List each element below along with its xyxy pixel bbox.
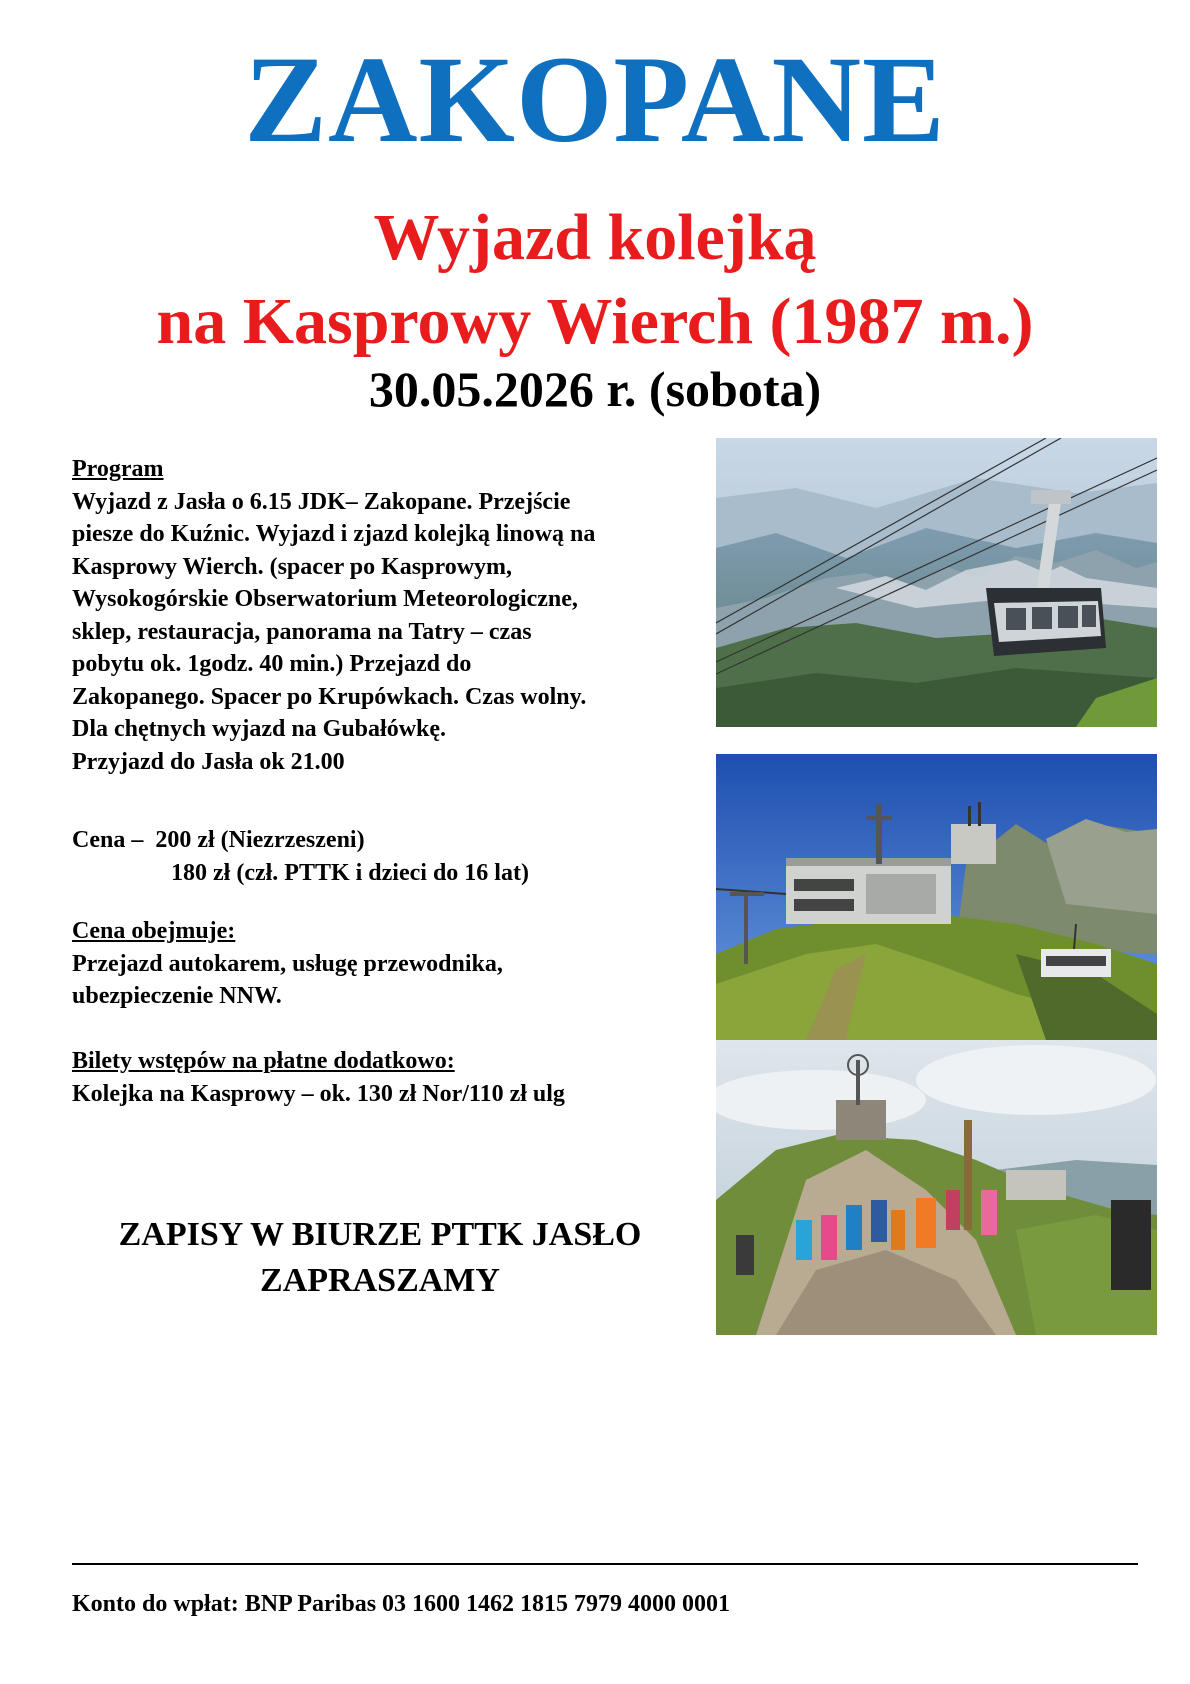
includes-heading: Cena obejmuje: [72, 918, 236, 944]
program-line: piesze do Kuźnic. Wyjazd i zjazd kolejką linową na [72, 521, 596, 547]
includes-section [72, 915, 712, 1013]
subtitle-line-2: na Kasprowy Wierch (1987 m.) [156, 285, 1034, 358]
page-title: ZAKOPANE [244, 31, 946, 168]
includes-line: Przejazd autokarem, usługę przewodnika, [72, 950, 503, 977]
tickets-line: Kolejka na Kasprowy – ok. 130 zł Nor/110 zł ulg [72, 1080, 565, 1107]
program-heading: Program [72, 456, 164, 482]
trip-date: 30.05.2026 r. (sobota) [368, 361, 822, 417]
price-section [72, 824, 712, 889]
price-regular: 200 zł (Niezrzeszeni) [155, 827, 365, 853]
tickets-heading: Bilety wstępów na płatne dodatkowo: [72, 1048, 455, 1074]
program-line: Zakopanego. Spacer po Krupówkach. Czas wolny. [72, 683, 587, 710]
signup-callout [60, 1212, 700, 1304]
observatory-photo [716, 754, 1157, 1040]
program-section [72, 453, 712, 778]
tickets-section [72, 1045, 712, 1110]
includes-line: ubezpieczenie NNW. [72, 983, 282, 1009]
invite-line: ZAPRASZAMY [260, 1262, 500, 1299]
program-line: Dla chętnych wyjazd na Gubałówkę. [72, 716, 447, 742]
program-line: pobytu ok. 1godz. 40 min.) Przejazd do [72, 651, 472, 677]
program-line: Przyjazd do Jasła ok 21.00 [72, 748, 345, 775]
program-line: Kasprowy Wierch. (spacer po Kasprowym, [72, 553, 513, 580]
program-line: Wysokogórskie Obserwatorium Meteorologiczne, [72, 586, 578, 612]
signup-line: ZAPISY W BIURZE PTTK JASŁO [118, 1216, 642, 1253]
bank-account: Konto do wpłat: BNP Paribas 03 1600 1462 1815 7979 4000 0001 [72, 1591, 731, 1617]
summit-hikers-photo [716, 1040, 1157, 1335]
footer-divider [72, 1563, 1138, 1565]
cable-car-photo [716, 438, 1157, 727]
program-line: Wyjazd z Jasła o 6.15 JDK– Zakopane. Przejście [72, 488, 571, 515]
price-reduced: 180 zł (czł. PTTK i dzieci do 16 lat) [171, 859, 529, 886]
program-line: sklep, restauracja, panorama na Tatry – czas [72, 618, 532, 645]
price-label: Cena – [72, 827, 156, 853]
subtitle-line-1: Wyjazd kolejką [373, 201, 817, 274]
